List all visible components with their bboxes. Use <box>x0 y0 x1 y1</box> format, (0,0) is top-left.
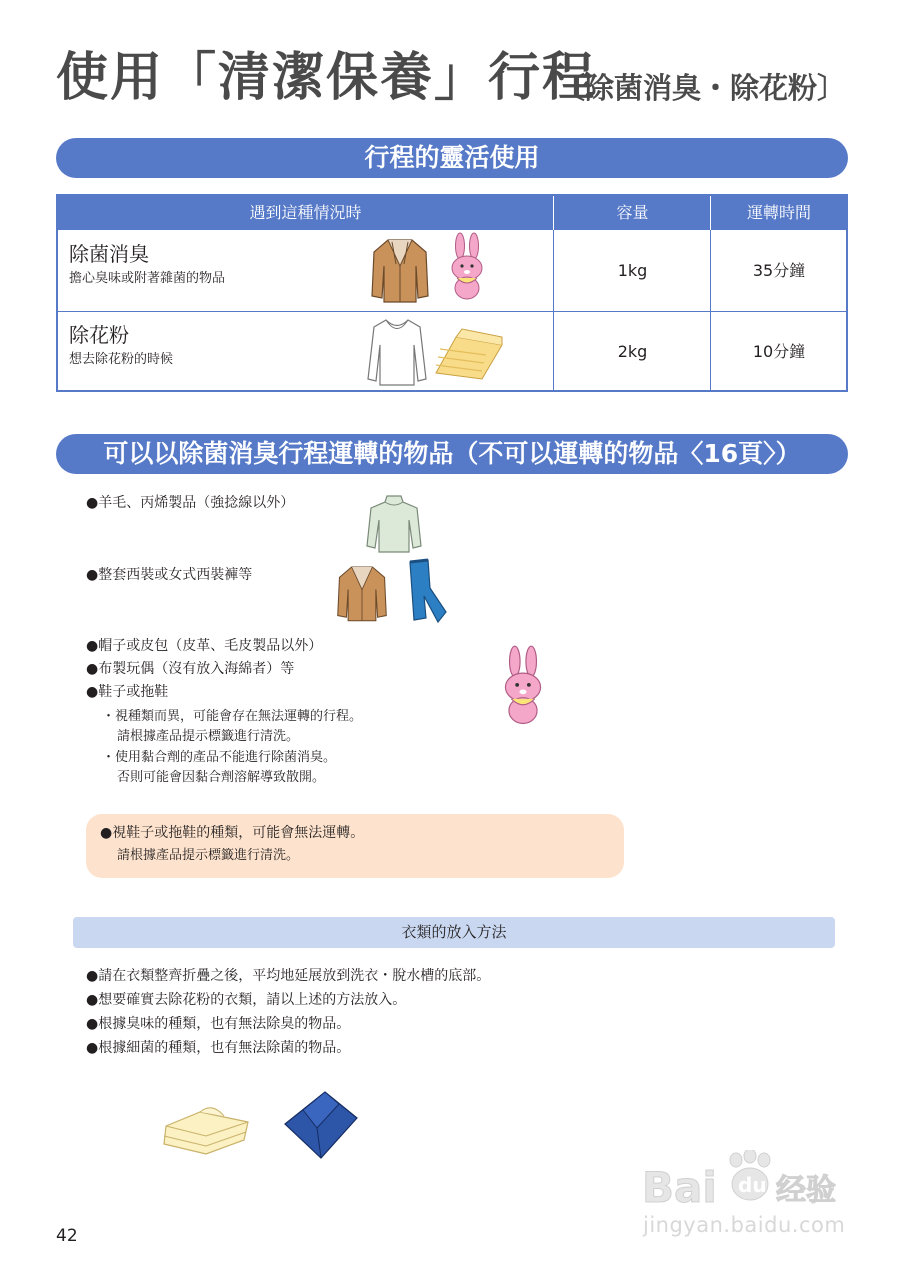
section-bar-loading-method: 衣類的放入方法 <box>73 917 835 948</box>
caution-note-line: ●視鞋子或拖鞋的種類，可能會無法運轉。 <box>100 825 365 841</box>
page-subtitle: 〔除菌消臭・除花粉〕 <box>556 71 847 105</box>
time-cell: 10分鐘 <box>710 311 847 392</box>
situation-name: 除菌消臭 <box>69 242 149 266</box>
capacity-cell: 1kg <box>553 230 711 311</box>
list-item: ●根據臭味的種類，也有無法除臭的物品。 <box>86 1016 351 1032</box>
section-banner-flexible-use: 行程的靈活使用 <box>56 138 848 178</box>
page-title: 使用「清潔保養」行程 <box>56 48 597 108</box>
situation-name: 除花粉 <box>69 323 129 347</box>
table-row <box>58 230 846 312</box>
folded-sweater-illustration <box>160 1096 252 1158</box>
list-item: ●布製玩偶（沒有放入海綿者）等 <box>86 661 295 677</box>
bunny-toy-illustration <box>498 645 548 727</box>
list-item: ●想要確實去除花粉的衣類，請以上述的方法放入。 <box>86 992 407 1008</box>
jacket-illustration <box>336 560 388 626</box>
usage-table <box>56 194 848 392</box>
towel-illustration <box>432 325 504 381</box>
situation-cell <box>58 230 553 311</box>
situation-desc: 擔心臭味或附著雜菌的物品 <box>69 271 226 286</box>
svg-text:经验: 经验 <box>776 1173 836 1208</box>
list-item: ●鞋子或拖鞋 <box>86 684 169 700</box>
list-item: ●請在衣類整齊折疊之後，平均地延展放到洗衣・脫水槽的底部。 <box>86 968 491 984</box>
header-situation: 遇到這種情況時 <box>249 203 362 222</box>
situation-desc: 想去除花粉的時候 <box>69 352 174 367</box>
table-row <box>58 311 846 392</box>
watermark-url: jingyan.baidu.com <box>643 1213 846 1237</box>
sub-note: 否則可能會因黏合劑溶解導致散開。 <box>117 770 326 785</box>
svg-text:du: du <box>738 1173 767 1197</box>
sub-note: ・視種類而異，可能會存在無法運轉的行程。 <box>102 709 363 724</box>
baidu-jingyan-watermark-logo <box>642 1150 852 1212</box>
sub-note: ・使用黏合劑的產品不能進行除菌消臭。 <box>102 750 337 765</box>
list-item: ●整套西裝或女式西裝褲等 <box>86 567 253 583</box>
bunny-toy-illustration <box>446 232 488 302</box>
trousers-illustration <box>406 558 448 624</box>
list-item: ●帽子或皮包（皮革、毛皮製品以外） <box>86 638 323 654</box>
folded-jacket-illustration <box>281 1088 359 1162</box>
section-banner-allowed-items: 可以以除菌消臭行程運轉的物品（不可以運轉的物品〈16頁〉） <box>56 434 848 474</box>
jacket-illustration <box>370 236 430 304</box>
sub-note: 請根據產品提示標籤進行清洗。 <box>117 729 300 744</box>
table-header <box>58 196 846 230</box>
time-cell: 35分鐘 <box>710 230 847 311</box>
situation-cell <box>58 311 553 392</box>
long-sleeve-shirt-illustration <box>366 317 428 387</box>
list-item: ●根據細菌的種類，也有無法除菌的物品。 <box>86 1040 351 1056</box>
header-run-time: 運轉時間 <box>710 196 847 230</box>
list-item: ●羊毛、丙烯製品（強捻線以外） <box>86 495 295 511</box>
svg-text:Bai: Bai <box>642 1163 717 1212</box>
header-capacity: 容量 <box>553 196 711 230</box>
page-number: 42 <box>56 1226 78 1246</box>
caution-note-line: 請根據產品提示標籤進行清洗。 <box>117 848 300 863</box>
sweater-illustration <box>365 494 423 554</box>
capacity-cell: 2kg <box>553 311 711 392</box>
